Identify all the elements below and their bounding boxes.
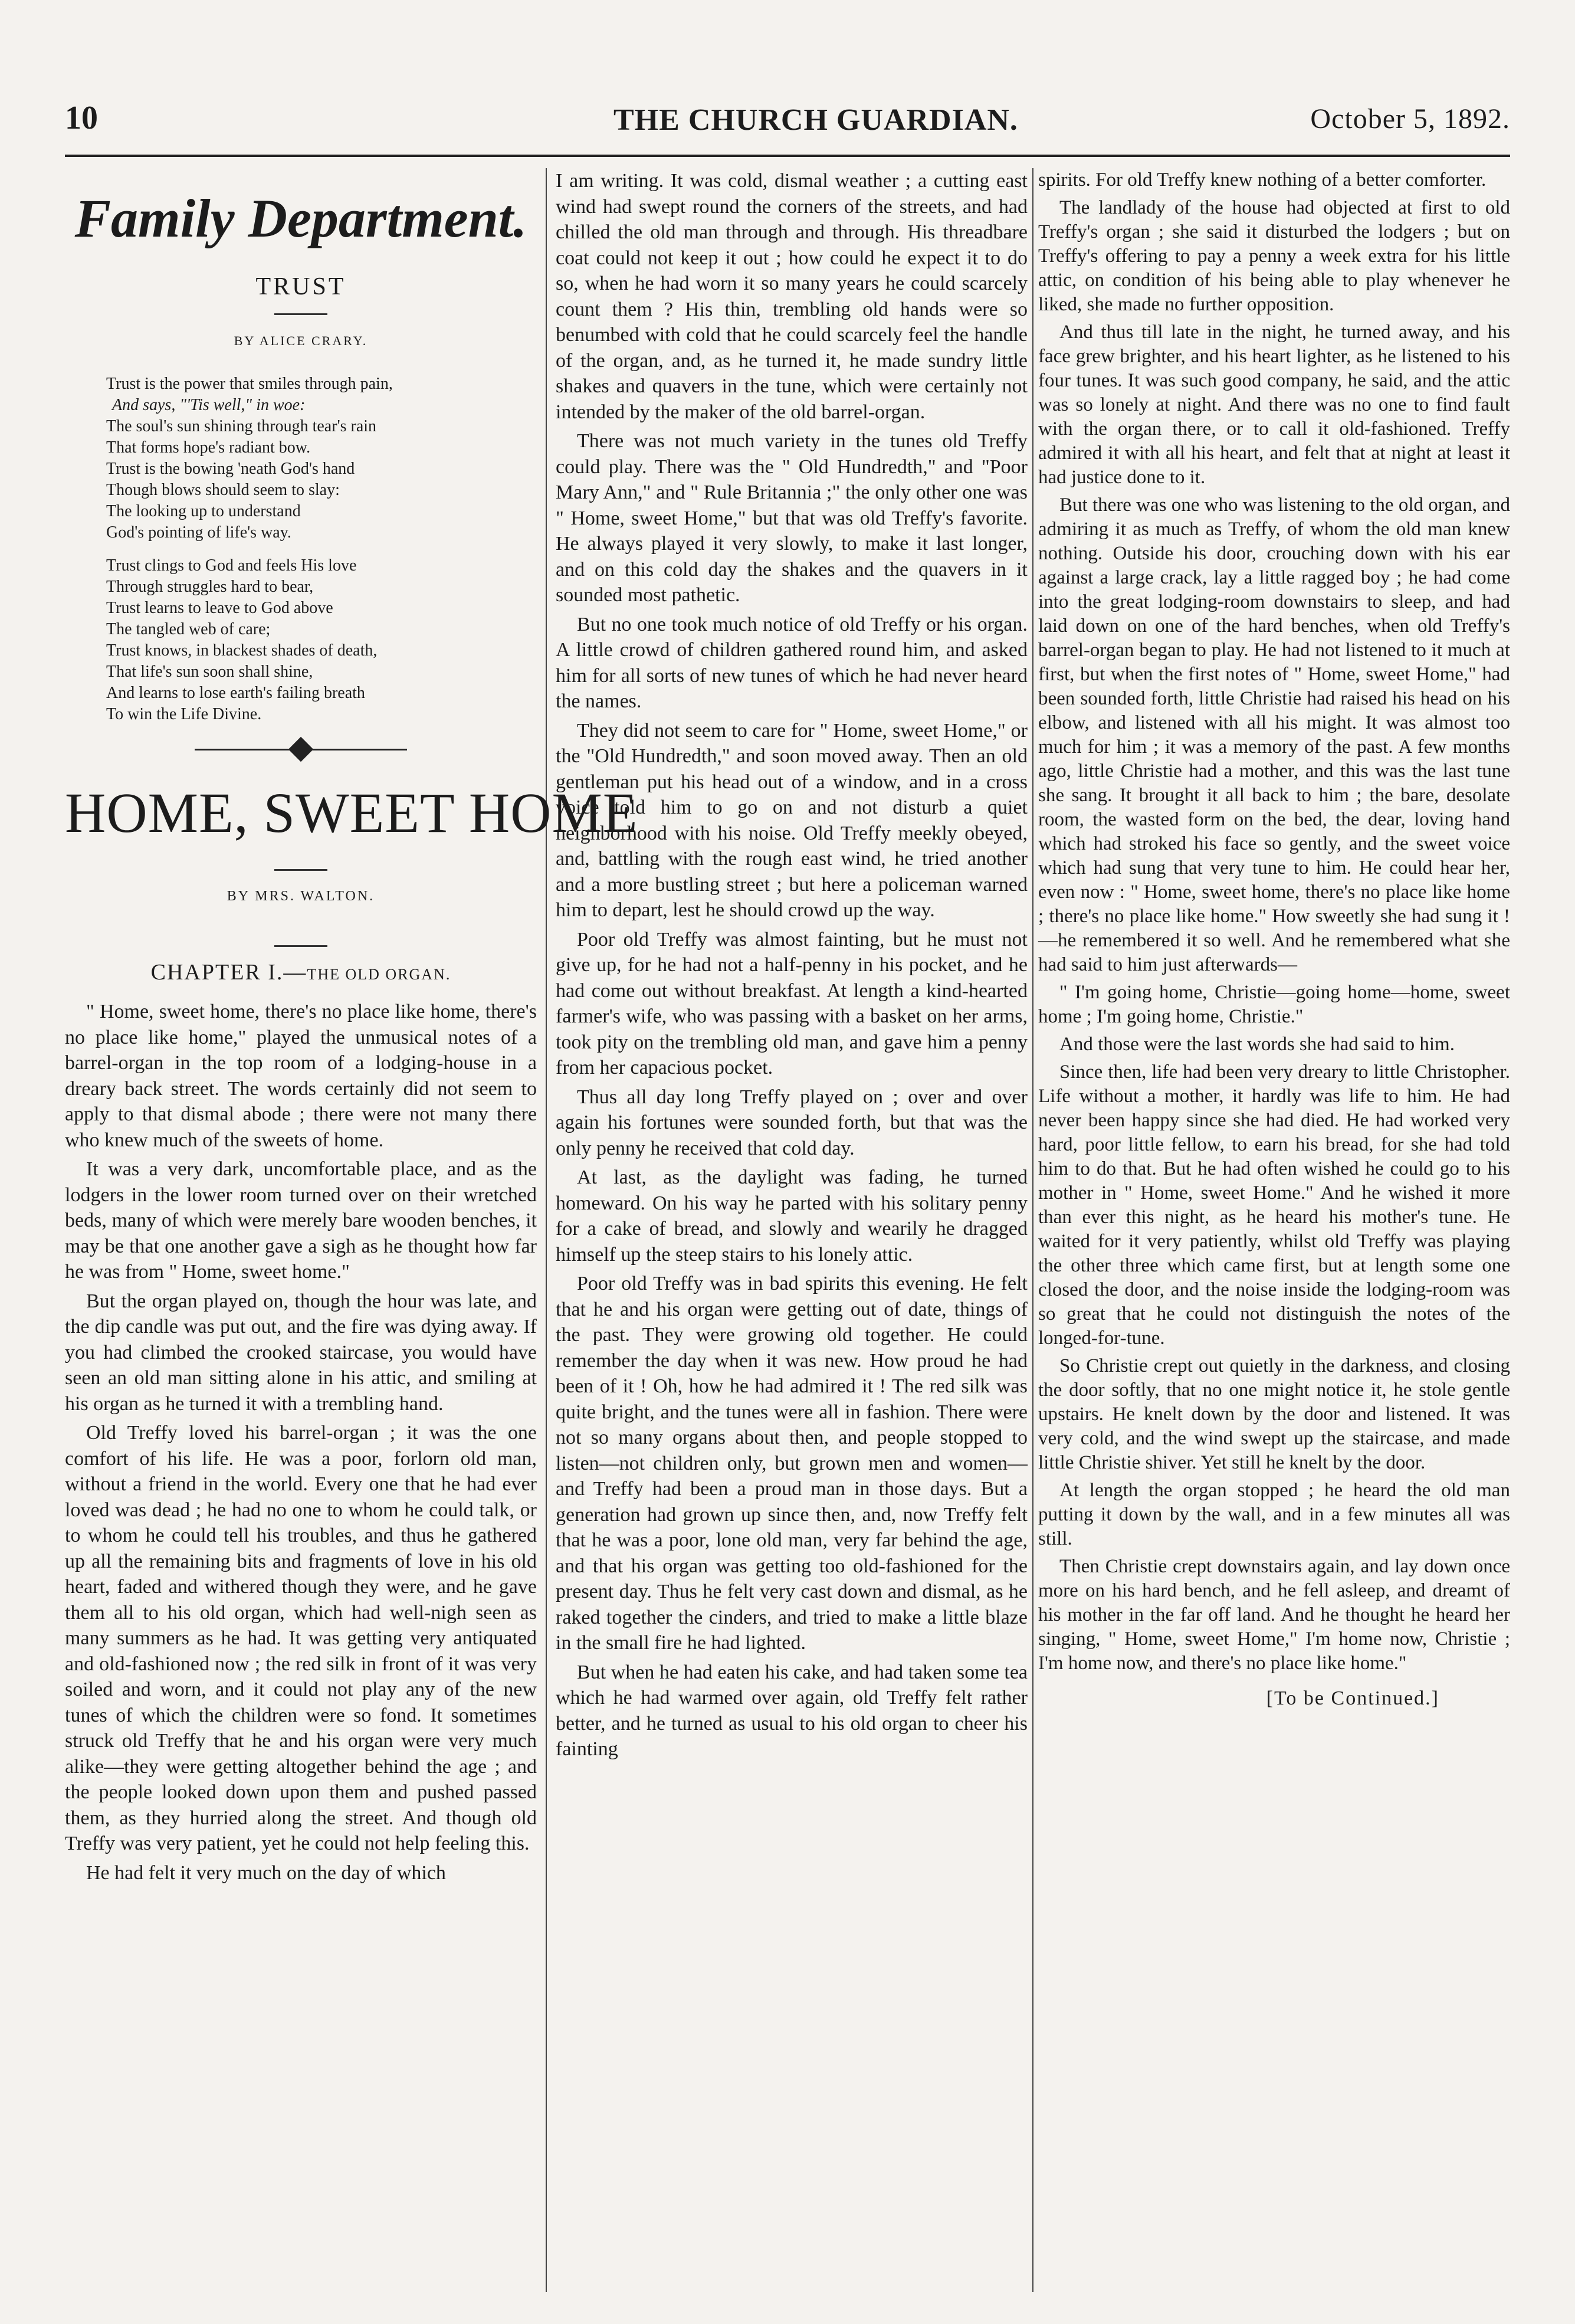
title-rule — [274, 945, 327, 947]
story-paragraph: But the organ played on, though the hour was late, and the dip candle was put out, and the fire was dying away. If you had climbed the crooked staircase, you would have seen an old man sitting alone in his attic, and smiling at his organ as he turned it with a trembling hand. — [65, 1290, 537, 1415]
column-1 — [65, 168, 638, 1889]
poem-line: Trust is the power that smiles through pain, — [106, 375, 393, 393]
to-be-continued-note: [To be Continued.] — [1266, 1687, 1439, 1709]
poem-byline: BY ALICE CRARY. — [234, 333, 368, 348]
story-paragraph: Thus all day long Treffy played on ; over and over again his fortunes were sounded forth, but that was the only penny he received that cold day. — [556, 1086, 1028, 1159]
chapter-heading — [65, 960, 537, 988]
poem-line: Trust is the bowing 'neath God's hand — [106, 460, 355, 478]
page-number: 10 — [65, 100, 98, 136]
story-paragraph: Since then, life had been very dreary to little Christopher. Life without a mother, it hardly was life to him. He had never been happy since she had died. He had worked very hard, poor little fellow, to earn his bread, for she had told him to do that. But he had often wished he could go to his mother in " Home, sweet Home." And he wished it more than ever this night, as he heard his mother's tune. He waited for it very patiently, whilst old Treffy was playing the other three which came first, but at length some one closed the door, and the noise inside the lodging-room was so great that he could not distinguish the notes of the longed-for-tune. — [1038, 1061, 1510, 1349]
column-3 — [1038, 168, 1510, 1710]
poem-line: Trust clings to God and feels His love — [106, 556, 357, 575]
story-paragraph: But no one took much notice of old Treffy or his organ. A little crowd of children gathered round him, and asked him for all sorts of new tunes of which he had never heard the names. — [556, 613, 1028, 712]
poem-stanza-1 — [106, 373, 537, 543]
story-title: HOME, SWEET HOME — [65, 781, 638, 844]
story-paragraph: It was a very dark, uncomfortable place, and as the lodgers in the lower room turned over on their wretched beds, many of which were merely bare wooden benches, it may be that one another gave a sigh as he thought how far he was from " Home, sweet home." — [65, 1158, 537, 1283]
story-paragraph: And thus till late in the night, he turned away, and his face grew brighter, and his heart lighter, as he listened to his four tunes. It was such good company, he said, and the attic was so lonely at night. And there was no one to find fault with the organ there, or to call it old-fashioned. Treffy admired it with all his heart, and felt that at night at least it had justice done to it. — [1038, 322, 1510, 488]
poem-title: TRUST — [255, 273, 346, 300]
story-paragraph: Old Treffy loved his barrel-organ ; it was the one comfort of his life. He was a poor, forlorn old man, without a friend in the world. Every one that he had ever loved was dead ; he had no one to whom he could talk, or to whom he could tell his troubles, and thus he gathered up all the remaining bits and fragments of love in his old heart, faded and withered though they were, and he gave them all to his old organ, which had well-nigh seen as many summers as he had. It was getting very antiquated and old-fashioned now ; the red silk in front of it was very soiled and worn, and it could not play any of the new tunes of which the children were so fond. It sometimes struck old Treffy that he and his organ were very much alike—they were getting altogether behind the age ; and the people looked down upon them and pushed passed them, as they hurried along the street. And though old Treffy was very patient, yet he could not help feeling this. — [65, 1422, 537, 1854]
header-rule — [65, 155, 1510, 157]
poem-line: Through struggles hard to bear, — [106, 578, 314, 596]
story-paragraph: But there was one who was listening to the old organ, and admiring it as much as Treffy, of whom the old man knew nothing. Outside his door, crouching down with his ear against a large crack, lay a little ragged boy ; he had come into the great lodging-room downstairs to sleep, and had laid down on one of the hard benches, when old Treffy's barrel-organ began to play. He had not listened to it much at first, but when the first notes of " Home, sweet Home," had been sounded forth, little Christie had raised his head on his elbow, and listened with all his might. It was almost too much for him ; it was a memory of the past. A few months ago, little Christie had a mother, and this was the last tune she sang. It brought it all back to him ; the bare, desolate room, the wasted form on the bed, the dear, loving hand which had stroked his face so gently, and the sweet voice which had sung that very tune to him. He could hear her, even now : " Home, sweet home, there's no place like home ; there's no place like home." How sweetly she had sung it !—he remembered it so well. And he remembered what she had said to him just afterwards— — [1038, 494, 1510, 975]
story-author: BY MRS. WALTON. — [227, 889, 375, 904]
story-paragraph: But when he had eaten his cake, and had taken some tea which he had warmed over again, old Treffy felt rather better, and he turned as usual to his old organ to cheer his fainting — [556, 1661, 1028, 1760]
story-paragraph: There was not much variety in the tunes old Treffy could play. There was the " Old Hundredth," and "Poor Mary Ann," and " Rule Britannia ;" the only other one was " Home, sweet Home," but that was old Treffy's favorite. He always played it very slowly, to make it last longer, and on this cold day the shakes and the quavers in it sounded most pathetic. — [556, 430, 1028, 606]
publication-title: THE CHURCH GUARDIAN. — [613, 103, 1018, 137]
ornamental-divider — [195, 742, 407, 757]
story-paragraph: So Christie crept out quietly in the darkness, and closing the door softly, that no one might notice it, he stole gentle upstairs. He knelt down by the door and listened. It was very cold, and the wind swept up the staircase, and made little Christie shiver. Yet still he knelt by the door. — [1038, 1355, 1510, 1473]
chapter-subtitle: THE OLD ORGAN. — [307, 965, 451, 983]
story-paragraph: spirits. For old Treffy knew nothing of a better comforter. — [1038, 169, 1487, 191]
poem-line: And learns to lose earth's failing breath — [106, 684, 365, 702]
poem-line: Trust knows, in blackest shades of death, — [106, 641, 378, 660]
column-rule-1 — [546, 168, 547, 2292]
poem-line: Trust learns to leave to God above — [106, 599, 333, 617]
poem-line: God's pointing of life's way. — [106, 523, 291, 542]
story-paragraph: " I'm going home, Christie—going home—home, sweet home ; I'm going home, Christie." — [1038, 982, 1510, 1027]
story-paragraph: They did not seem to care for " Home, sweet Home," or the "Old Hundredth," and soon moved away. Then an old gentleman put his head out of a window, and in a cross voice told him to go on and not disturb a quiet neighborhood with his noise. Old Treffy meekly obeyed, and, battling with the rough east wind, he tried another and a more bustling street ; but here a policeman warned him to depart, lest he should crowd up the way. — [556, 719, 1028, 921]
poem-line: That life's sun soon shall shine, — [106, 663, 313, 681]
story-paragraph: At last, as the daylight was fading, he turned homeward. On his way he parted with his solitary penny for a cake of bread, and slowly and wearily he dragged himself up the steep stairs to his lonely attic. — [556, 1166, 1028, 1266]
poem-line: The tangled web of care; — [106, 620, 271, 638]
poem-line: Though blows should seem to slay: — [106, 481, 340, 499]
poem-stanza-2 — [106, 555, 537, 725]
story-paragraph: Then Christie crept downstairs again, and lay down once more on his hard bench, and he fell asleep, and dreamt of his mother in the far off land. And he thought he heard her singing, " Home, sweet Home," I'm home now, Christie ; I'm home now, and there's no place like home." — [1038, 1556, 1510, 1674]
poem-line: The looking up to understand — [106, 502, 301, 520]
issue-date: October 5, 1892. — [1310, 103, 1510, 135]
poem-line: The soul's sun shining through tear's rain — [106, 417, 377, 435]
chapter-number: CHAPTER I.— — [150, 959, 307, 985]
column-rule-2 — [1032, 168, 1033, 2292]
page-header — [0, 99, 1575, 146]
story-paragraph: The landlady of the house had objected at first to old Treffy's organ ; she said it disturbed the lodgers ; but on Treffy's offering to pay a penny a week extra for his little attic, on condition of his being able to play whenever he liked, she made no further opposition. — [1038, 197, 1510, 315]
story-paragraph: Poor old Treffy was almost fainting, but he must not give up, for he had not a half-penny in his pocket, and he had come out without breakfast. At length a kind-hearted farmer's wife, who was passing with a basket on her arms, took pity on the trembling old man, and gave him a penny from her capacious pocket. — [556, 928, 1028, 1079]
poem-line: That forms hope's radiant bow. — [106, 438, 311, 457]
section-title: Family Department. — [74, 188, 527, 248]
column-2 — [556, 168, 1028, 1766]
story-paragraph: He had felt it very much on the day of which — [86, 1861, 446, 1884]
poem-line: To win the Life Divine. — [106, 705, 262, 723]
story-paragraph: At length the organ stopped ; he heard the old man putting it down by the wall, and in a few minutes all was still. — [1038, 1480, 1510, 1549]
story-paragraph: " Home, sweet home, there's no place like home, there's no place like home," played the unmusical notes of a barrel-organ in the top room of a lodging-house in a dreary back street. The words certainly did not seem to apply to that dismal abode ; there were not many there who knew much of the sweets of home. — [65, 1001, 537, 1151]
title-rule — [274, 313, 327, 315]
title-rule — [274, 869, 327, 871]
story-paragraph: Poor old Treffy was in bad spirits this evening. He felt that he and his organ were getting out of date, things of the past. They were growing old together. He could remember the day when it was new. How proud he had been of it ! Oh, how he had admired it ! The red silk was quite bright, and the tunes were all in fashion. There were not so many organs about then, and people stopped to listen—not children only, but grown men and women—and Treffy had been a proud man in those days. But a generation had grown up since then, and, now Treffy felt that he was a poor, lone old man, very far behind the age, and that his organ was getting too old-fashioned for the present day. Thus he felt very cast down and dismal, as he raked together the cinders, and tried to make a little blaze in the small fire he had lighted. — [556, 1273, 1028, 1654]
story-paragraph: And those were the last words she had said to him. — [1059, 1034, 1455, 1055]
poem-line: And says, "'Tis well," in woe: — [112, 396, 306, 414]
story-paragraph: I am writing. It was cold, dismal weather ; a cutting east wind had swept round the corners of the streets, and had chilled the old man through and through. His threadbare coat could not keep it out ; how could he expect it to do so, when he had worn it so many years he could scarcely count them ? His thin, trembling old hands were so benumbed with cold that he could scarcely feel the handle of the organ, and, as he turned it, he made sundry little shakes and quavers in the tune, which were certainly not intended by the maker of the old barrel-organ. — [556, 170, 1028, 423]
